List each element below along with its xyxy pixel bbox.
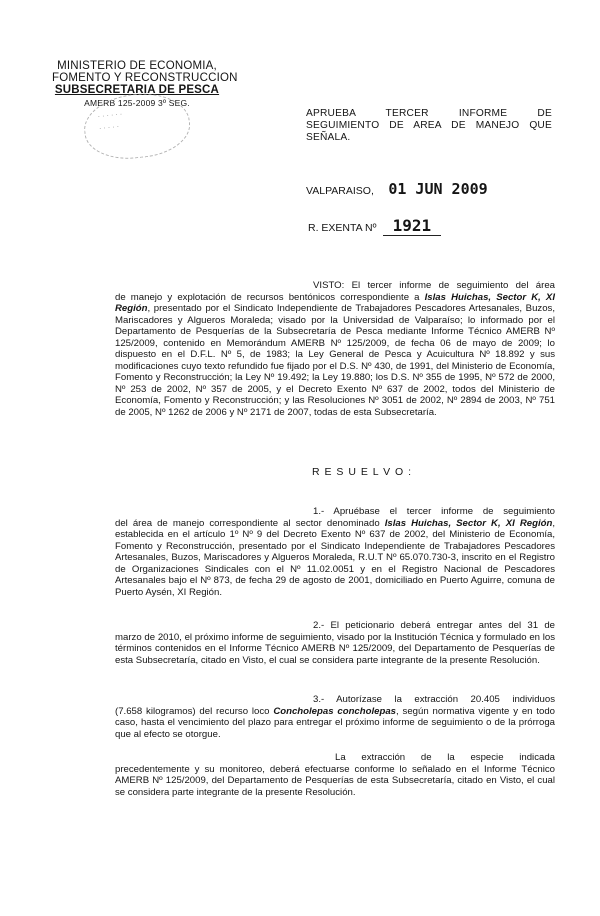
visto-text-b: , presentado por el Sindicato Independiente de Trabajadores Pescadores Artesanales, Buzos, Mariscadores y Algueros Moraleda; visado por la Universidad de Valparaíso; lo informado por el Departamento de Pesquerías de la Subsecretaría de Pesca mediante Informe Técnico AMERB Nº 125/2009, contenido en Memorándum AMERB Nº 125/2009, de fecha 06 de mayo de 2009; lo dispuesto en el D.F.L. Nº 5, de 1983; la Ley General de Pesca y Acuicultura Nº 18.892 y sus modificaciones cuyo texto refundido fue fijado por el D.S. Nº 430, de 1991, del Ministerio de Economía, Fomento y Reconstrucción; la Ley Nº 19.492; la Ley 19.880; los D.S. Nº 355 de 1995, Nº 572 de 2000, Nº 253 de 2002, Nº 357 de 2005, y el Decreto Exento Nº 637 de 2002, todos del Ministerio de Economía, Fomento y Reconstrucción; y las Resoluciones Nº 3051 de 2002, Nº 2894 de 2003, Nº 751 de 2005, Nº 1262 de 2006 y Nº 2171 de 2007, todas de esta Subsecretaría.	[115, 303, 555, 418]
item-4-first-line: La extracción de la especie indicada	[335, 752, 555, 763]
date-stamp: 01 JUN 2009	[388, 180, 488, 198]
resolution-title	[306, 108, 552, 144]
ministry-name: MINISTERIO DE ECONOMIA,	[57, 60, 217, 72]
visto-first-line: VISTO: El tercer informe de seguimiento del área	[313, 280, 555, 291]
title-line-3: SEÑALA.	[306, 132, 351, 143]
exenta-number: 1921	[383, 216, 441, 236]
visto-paragraph	[115, 280, 555, 418]
ministry-subname: FOMENTO Y RECONSTRUCCION	[52, 72, 238, 84]
visto-text-a: de manejo y explotación de recursos bentónicos correspondiente a	[115, 291, 425, 303]
item-3-paragraph	[115, 694, 555, 740]
item-1-first-line: 1.- Apruébase el tercer informe de seguimiento	[313, 506, 555, 517]
exenta-label: R. EXENTA Nº	[308, 222, 377, 234]
item-1-body	[115, 518, 555, 599]
reference-code: AMERB 125-2009 3º SEG.	[84, 98, 190, 108]
item-2-paragraph	[115, 620, 555, 666]
place-date	[306, 180, 488, 199]
office-stamp: · · · · · · · · · · ·	[81, 89, 193, 164]
visto-area-name: Islas Huichas, Sector K, XI Región	[115, 291, 555, 314]
title-line-2: SEGUIMIENTO DE AREA DE MANEJO QUE	[306, 120, 552, 131]
item-2-body: marzo de 2010, el próximo informe de seguimiento, visado por la Institución Técnica y formulado en los términos contenidos en el Informe Técnico AMERB Nº 125/2009, del Departamento de Pesquerías de esta Subsecretaría, citado en Visto, el cual se considera parte integrante de la presente Resolución.	[115, 631, 555, 666]
item-3-text-b: , según normativa vigente y en todo caso, hasta el vencimiento del plazo para entregar el próximo informe de seguimiento o de la prórroga que al efecto se otorgue.	[115, 705, 555, 740]
place-label: VALPARAISO,	[306, 185, 374, 197]
visto-body	[115, 292, 555, 419]
item-4-paragraph	[115, 752, 555, 798]
item-3-body	[115, 706, 555, 741]
item-2-first-line: 2.- El peticionario deberá entregar antes del 31 de	[313, 620, 555, 631]
item-1-paragraph	[115, 506, 555, 598]
item-3-text-a: (7.658 kilogramos) del recurso loco	[115, 705, 274, 717]
resuelvo-heading: R E S U E L V O :	[312, 466, 413, 478]
item-1-text-a: del área de manejo correspondiente al sector denominado	[115, 517, 385, 529]
title-line-1: APRUEBA TERCER INFORME DE	[306, 108, 552, 119]
exenta-block	[308, 216, 441, 236]
item-1-area-name: Islas Huichas, Sector K, XI Región	[384, 517, 553, 529]
species-name: Concholepas concholepas	[273, 705, 397, 717]
item-1-text-b: , establecida en el artículo 1º Nº 9 del Decreto Exento Nº 637 de 2002, del Ministerio de Economía, Fomento y Reconstrucción, presentado por el Sindicato Independiente de Trabajadores Pescadores Artesanales, Buzos, Mariscadores y Algueros Moraleda, R.U.T Nº 65.070.730-3, inscrito en el Registro de Organizaciones Sindicales con el Nº 11.02.0051 y en el Registro Nacional de Pescadores Artesanales bajo el Nº 873, de fecha 29 de agosto de 2001, domiciliado en Puerto Aguirre, comuna de Puerto Aysén, XI Región.	[115, 517, 555, 598]
item-3-first-line: 3.- Autorízase la extracción 20.405 individuos	[313, 694, 555, 705]
subsecretary-name: SUBSECRETARIA DE PESCA	[54, 84, 220, 96]
item-4-body: precedentemente y su monitoreo, deberá efectuarse conforme lo señalado en el Informe Técnico AMERB Nº 125/2009, del Departamento de Pesquerías de esta Subsecretaría, citado en Visto, el cual se considera parte integrante de la presente Resolución.	[115, 763, 555, 798]
